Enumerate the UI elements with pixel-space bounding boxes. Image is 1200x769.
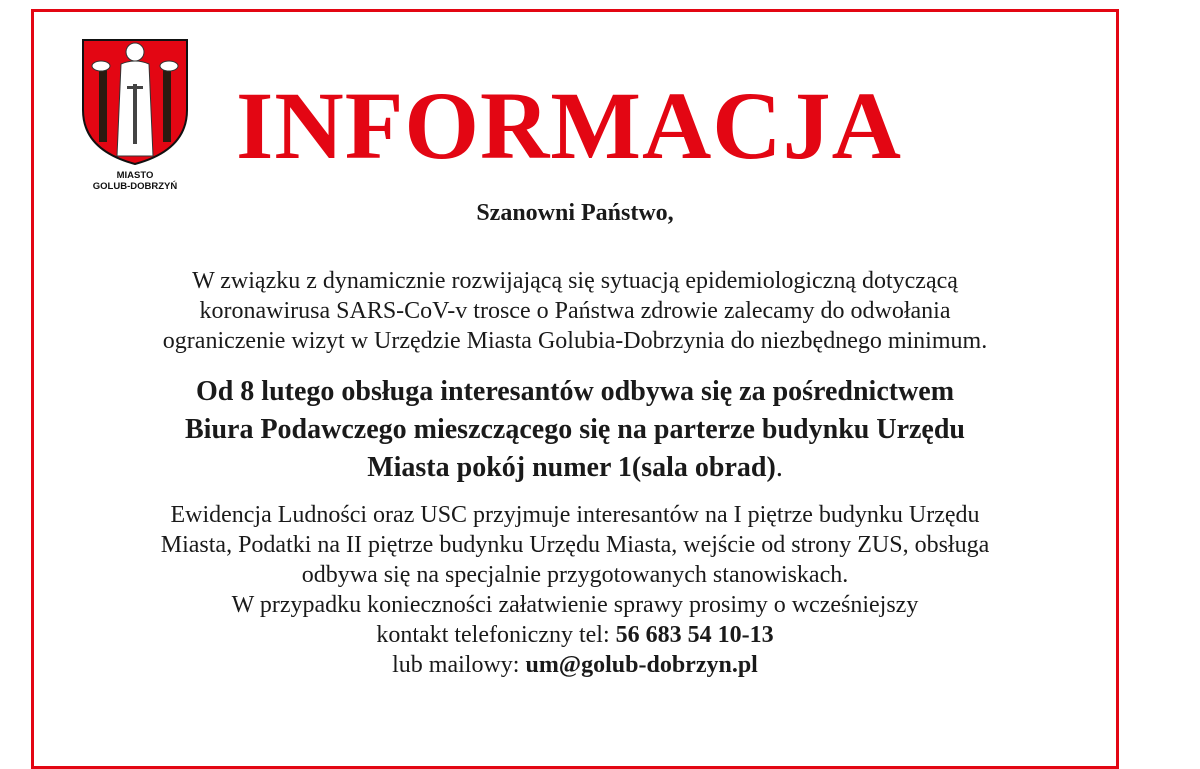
paragraph-line: Biura Podawczego mieszczącego się na parterze budynku Urzędu xyxy=(185,414,965,445)
announcement-period: . xyxy=(775,452,783,483)
crest-caption-line: MIASTO xyxy=(116,170,154,181)
crest-caption xyxy=(78,170,192,192)
announcement-room: Miasta pokój numer 1(sala obrad) xyxy=(367,452,776,483)
paragraph-details xyxy=(40,500,1110,680)
paragraph-line: koronawirusa SARS-CoV-v trosce o Państwa zdrowie zalecamy do odwołania xyxy=(199,298,951,324)
paragraph-line: Od 8 lutego obsługa interesantów odbywa się za pośrednictwem xyxy=(195,376,955,407)
coat-of-arms xyxy=(78,38,192,192)
paragraph-line xyxy=(40,449,1110,487)
crest-caption-line: GOLUB-DOBRZYŃ xyxy=(92,181,178,192)
paragraph-intro xyxy=(40,266,1110,356)
page-title: INFORMACJA xyxy=(236,72,902,179)
phone-label: kontakt telefoniczny tel: xyxy=(376,622,616,648)
contact-email-line xyxy=(40,650,1110,680)
paragraph-line: W związku z dynamicznie rozwijającą się sytuacją epidemiologiczną dotyczącą xyxy=(192,268,958,294)
email-label: lub mailowy: xyxy=(392,652,526,678)
paragraph-line: W przypadku konieczności załatwienie sprawy prosimy o wcześniejszy xyxy=(231,592,919,618)
contact-phone-line xyxy=(40,620,1110,650)
paragraph-line: odbywa się na specjalnie przygotowanych stanowiskach. xyxy=(301,562,849,588)
paragraph-line: ograniczenie wizyt w Urzędzie Miasta Golubia-Dobrzynia do niezbędnego minimum. xyxy=(162,328,988,354)
greeting: Szanowni Państwo, xyxy=(476,200,674,226)
paragraph-line: Miasta, Podatki na II piętrze budynku Urzędu Miasta, wejście od strony ZUS, obsługa xyxy=(160,532,990,558)
paragraph-announcement xyxy=(40,373,1110,487)
phone-number[interactable]: 56 683 54 10-13 xyxy=(615,622,774,648)
email-address[interactable]: um@golub-dobrzyn.pl xyxy=(525,652,758,678)
paragraph-line: Ewidencja Ludności oraz USC przyjmuje interesantów na I piętrze budynku Urzędu xyxy=(170,502,980,528)
coat-of-arms-icon xyxy=(81,38,189,166)
